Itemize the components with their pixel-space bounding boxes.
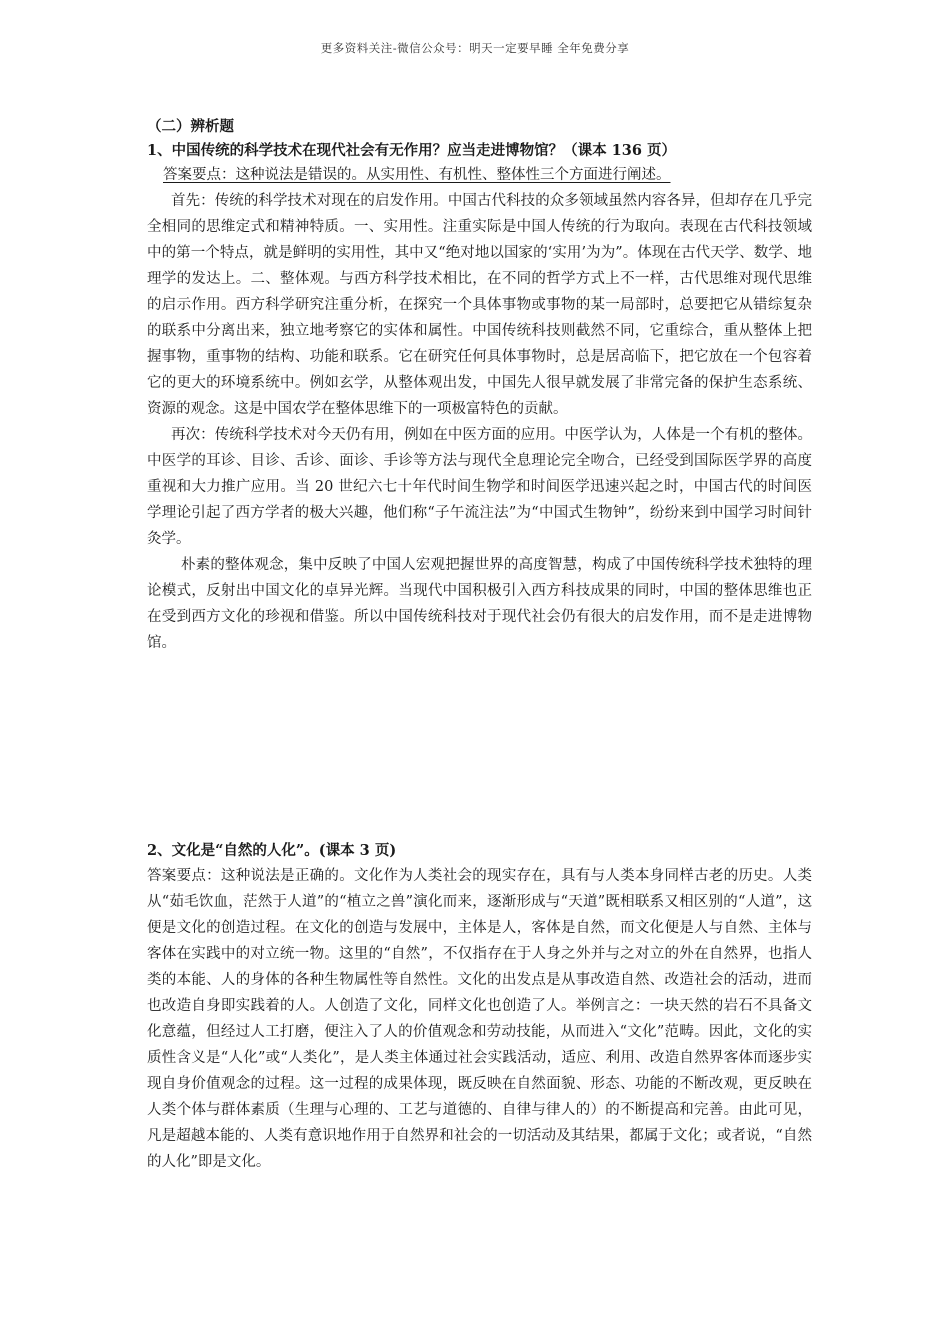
answer-key-1: 答案要点：这种说法是错误的。从实用性、有机性、整体性三个方面进行阐述。 — [163, 167, 671, 183]
paragraph-3: 朴素的整体观念，集中反映了中国人宏观把握世界的高度智慧，构成了中国传统科学技术独特的理论模式，反射出中国文化的卓异光辉。当现代中国积极引入西方科技成果的同时，中国的整体思维也正在受到西方文化的珍视和借鉴。所以中国传统科技对于现代社会仍有很大的启发作用，而不是走进博物馆。 — [147, 557, 812, 651]
header-note: 更多资料关注-微信公众号：明天一定要早睡 全年免费分享 — [320, 41, 630, 55]
question-2-title: 2、文化是“自然的人化”。(课本 3 页) — [147, 842, 397, 859]
question-1-title: 1、中国传统的科学技术在现代社会有无作用？应当走进博物馆？（课本 136 页） — [147, 142, 676, 159]
section-2 — [147, 838, 812, 1175]
section-heading: （二）辨析题 — [147, 118, 234, 135]
answer-2-text: 答案要点：这种说法是正确的。文化作为人类社会的现实存在，具有与人类本身同样古老的历史。人类从“茹毛饮血，茫然于人道”的“植立之兽”演化而来，逐渐形成与“天道”既相联系又相区别的“人道”，这便是文化的创造过程。在文化的创造与发展中，主体是人，客体是自然，而文化便是人与自然、主体与客体在实践中的对立统一物。这里的“自然”，不仅指存在于人身之外并与之对立的外在自然界，也指人类的本能、人的身体的各种生物属性等自然性。文化的出发点是从事改造自然、改造社会的活动，进而也改造自身即实践着的人。人创造了文化，同样文化也创造了人。举例言之：一块天然的岩石不具备文化意蕴，但经过人工打磨，便注入了人的价值观念和劳动技能，从而进入“文化”范畴。因此，文化的实质性含义是“人化”或“人类化”，是人类主体通过社会实践活动，适应、利用、改造自然界客体而逐步实现自身价值观念的过程。这一过程的成果体现，既反映在自然面貌、形态、功能的不断改观，更反映在人类个体与群体素质（生理与心理的、工艺与道德的、自律与律人的）的不断提高和完善。由此可见，凡是超越本能的、人类有意识地作用于自然界和社会的一切活动及其结果，都属于文化；或者说，“自然的人化”即是文化。 — [147, 868, 812, 1170]
paragraph-2: 再次：传统科学技术对今天仍有用，例如在中医方面的应用。中医学认为，人体是一个有机的整体。中医学的耳诊、目诊、舌诊、面诊、手诊等方法与现代全息理论完全吻合，已经受到国际医学界的高度重视和大力推广应用。当 20 世纪六七十年代时间生物学和时间医学迅速兴起之时，中国古代的时间医学理论引起了西方学者的极大兴趣，他们称“子午流注法”为“中国式生物钟”，纷纷来到中国学习时间针灸学。 — [147, 427, 812, 547]
section-1 — [147, 116, 812, 656]
paragraph-1: 首先：传统的科学技术对现在的启发作用。中国古代科技的众多领域虽然内容各异，但却存在几乎完全相同的思维定式和精神特质。一、实用性。注重实际是中国人传统的行为取向。表现在古代科技领域中的第一个特点，就是鲜明的实用性，其中又“绝对地以国家的‘实用’为为”。体现在古代天学、数学、地理学的发达上。二、整体观。与西方科学技术相比，在不同的哲学方式上不一样，古代思维对现代思维的启示作用。西方科学研究注重分析，在探究一个具体事物或事物的某一局部时，总要把它从错综复杂的联系中分离出来，独立地考察它的实体和属性。中国传统科技则截然不同，它重综合，重从整体上把握事物，重事物的结构、功能和联系。它在研究任何具体事物时，总是居高临下，把它放在一个包容着它的更大的环境系统中。例如玄学，从整体观出发，中国先人很早就发展了非常完备的保护生态系统、资源的观念。这是中国农学在整体思维下的一项极富特色的贡献。 — [147, 193, 812, 417]
